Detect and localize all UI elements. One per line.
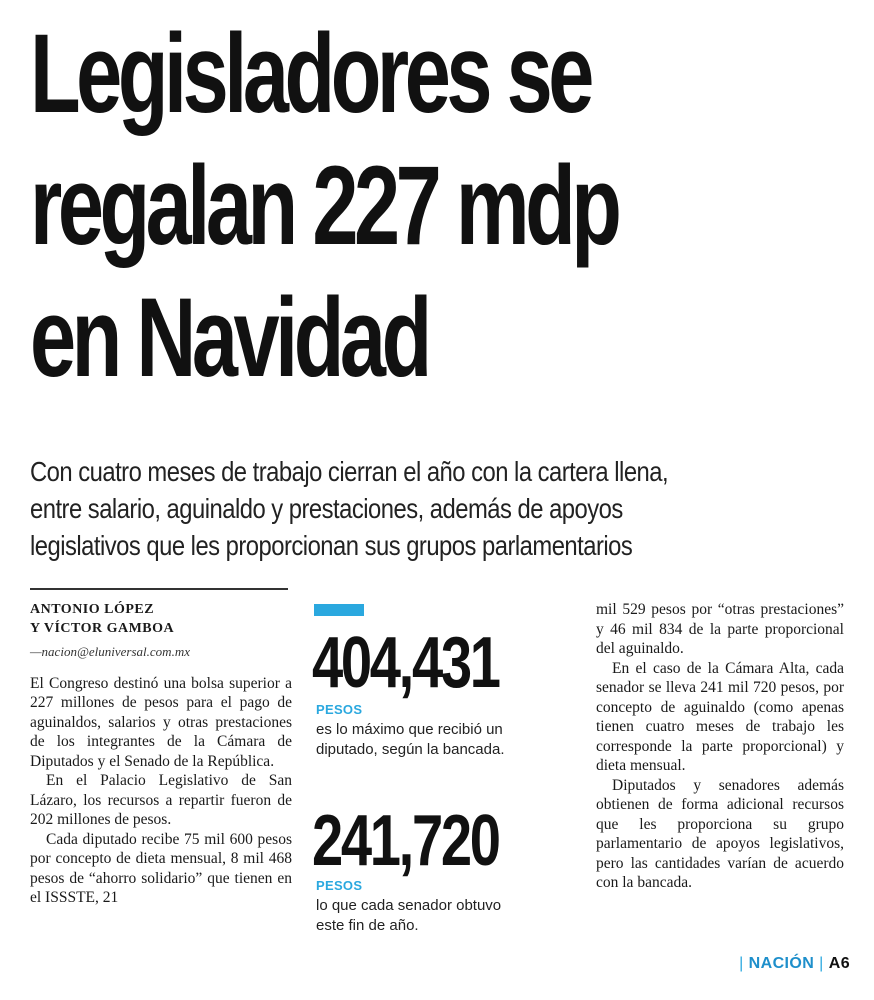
byline-author-2: Y VÍCTOR GAMBOA	[30, 621, 175, 636]
section-name: NACIÓN	[748, 955, 815, 972]
stat-accent-bar	[314, 604, 364, 616]
deck-line-3: legislativos que les proporcionan sus grupos parlamentarios	[30, 530, 633, 561]
page-number: A6	[828, 955, 850, 972]
body-paragraph-3: Cada diputado recibe 75 mil 600 pesos por concepto de dieta mensual, 8 mil 468 pesos de “ahorro solidario” que tienen en el ISSSTE, 21	[30, 830, 292, 906]
stat-description	[316, 720, 586, 760]
section-separator: |	[819, 955, 824, 972]
column-3	[596, 600, 844, 893]
headline-line-1: Legisladores se	[30, 11, 590, 136]
byline-author-1: ANTONIO LÓPEZ	[30, 602, 155, 617]
stat-value: 404,431	[312, 623, 499, 703]
headline-line-2: regalan 227 mdp	[30, 143, 618, 268]
column-1	[30, 600, 292, 908]
section-separator: |	[739, 955, 744, 972]
deck-line-1: Con cuatro meses de trabajo cierran el año con la cartera llena,	[30, 456, 669, 487]
stat-description-line-2: diputado, según la bancada.	[316, 741, 505, 758]
stat-description-line-2: este fin de año.	[316, 917, 419, 934]
body-paragraph-1: El Congreso destinó una bolsa superior a 227 millones de pesos para el pago de aguinaldos, salarios y otras prestaciones de los integrantes de la Cámara de Diputados y el Senado de la República.	[30, 674, 292, 770]
stat-value: 241,720	[312, 801, 499, 881]
headline	[30, 8, 652, 404]
body-paragraph-5: En el caso de la Cámara Alta, cada senador se lleva 241 mil 720 pesos, por concepto de aguinaldo (como apenas tienen cuatro meses de trabajo les corresponde la parte proporcional) y dieta mensual.	[596, 659, 844, 774]
deck-line-2: entre salario, aguinaldo y prestaciones, además de apoyos	[30, 493, 623, 524]
headline-line-3: en Navidad	[30, 275, 428, 400]
body-paragraph-6: Diputados y senadores además obtienen de forma adicional recursos que les proporciona su grupo parlamentario de apoyos legislativos, pero las cantidades varían de acuerdo con la bancada.	[596, 776, 844, 891]
section-footer	[734, 955, 850, 973]
byline-rule	[30, 588, 288, 590]
stat-description	[316, 896, 586, 936]
stat-description-line-1: lo que cada senador obtuvo	[316, 897, 502, 914]
byline-email: —nacion@eluniversal.com.mx	[30, 644, 190, 659]
body-paragraph-2: En el Palacio Legislativo de San Lázaro, los recursos a repartir fueron de 202 millones de pesos.	[30, 772, 292, 828]
stat-description-line-1: es lo máximo que recibió un	[316, 721, 503, 738]
stat-unit: PESOS	[316, 878, 363, 893]
body-paragraph-4: mil 529 pesos por “otras prestaciones” y 46 mil 834 de la parte proporcional del aguinaldo.	[596, 601, 844, 657]
stat-unit: PESOS	[316, 702, 363, 717]
deck-subheadline	[30, 453, 874, 564]
